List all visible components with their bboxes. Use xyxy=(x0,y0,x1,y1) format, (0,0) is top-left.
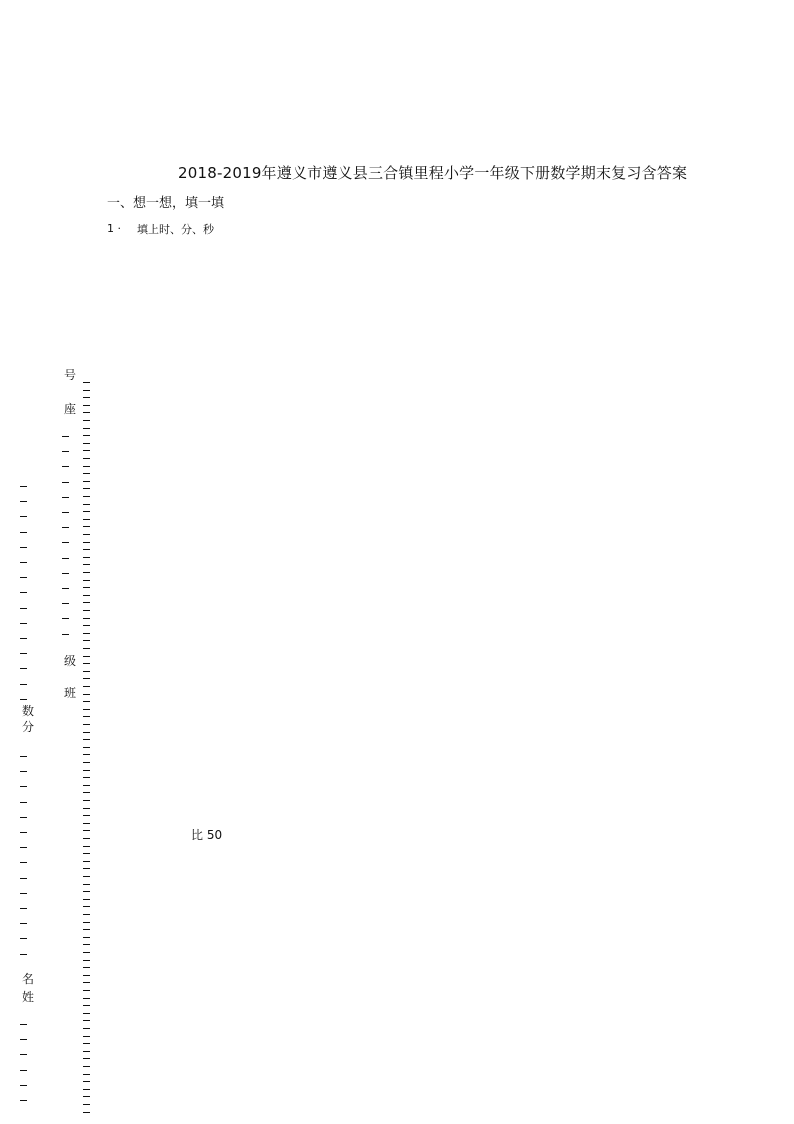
binding-dash xyxy=(83,397,90,398)
binding-dash xyxy=(83,785,90,786)
binding-dash xyxy=(83,716,90,717)
binding-dash xyxy=(20,653,27,654)
binding-dash xyxy=(20,1054,27,1055)
binding-dash xyxy=(83,542,90,543)
binding-dash xyxy=(83,435,90,436)
binding-dash xyxy=(83,762,90,763)
binding-dash xyxy=(20,786,27,787)
binding-dash xyxy=(62,451,69,452)
binding-dash xyxy=(83,382,90,383)
binding-dash xyxy=(83,450,90,451)
binding-dash xyxy=(83,534,90,535)
binding-dash xyxy=(83,678,90,679)
binding-dash xyxy=(83,625,90,626)
binding-dash xyxy=(83,412,90,413)
binding-dash xyxy=(62,497,69,498)
note-text: 比 50 xyxy=(191,828,223,842)
binding-dash xyxy=(83,1005,90,1006)
binding-dash xyxy=(83,739,90,740)
binding-dash xyxy=(20,878,27,879)
binding-dash xyxy=(83,526,90,527)
binding-dash xyxy=(83,922,90,923)
binding-dash xyxy=(83,466,90,467)
binding-dash xyxy=(83,960,90,961)
score-label-2: 分 xyxy=(22,720,35,734)
binding-dash xyxy=(20,923,27,924)
binding-dash xyxy=(20,832,27,833)
binding-dash xyxy=(62,558,69,559)
binding-dash xyxy=(83,504,90,505)
binding-dash xyxy=(83,580,90,581)
binding-dash xyxy=(83,640,90,641)
binding-dash xyxy=(83,1051,90,1052)
binding-dash xyxy=(20,802,27,803)
binding-dash xyxy=(83,519,90,520)
binding-dash xyxy=(83,390,90,391)
binding-dash xyxy=(62,573,69,574)
binding-dash xyxy=(20,562,27,563)
binding-dash xyxy=(20,1024,27,1025)
binding-dash xyxy=(83,1081,90,1082)
binding-dash xyxy=(20,501,27,502)
binding-dash xyxy=(83,405,90,406)
binding-dash xyxy=(20,817,27,818)
binding-dash xyxy=(20,756,27,757)
binding-dash xyxy=(83,633,90,634)
binding-dash xyxy=(83,496,90,497)
binding-dash xyxy=(20,577,27,578)
binding-dash xyxy=(83,595,90,596)
section-heading: 一、想一想，填一填 xyxy=(107,196,225,211)
class-label-2: 班 xyxy=(64,686,77,700)
binding-dash xyxy=(83,1013,90,1014)
binding-dash xyxy=(20,592,27,593)
binding-dash xyxy=(20,1100,27,1101)
binding-dash xyxy=(83,686,90,687)
binding-dash xyxy=(83,656,90,657)
score-label-1: 数 xyxy=(22,704,35,718)
binding-dash xyxy=(83,754,90,755)
binding-dash xyxy=(62,466,69,467)
binding-dash xyxy=(83,1020,90,1021)
binding-dash xyxy=(83,1096,90,1097)
binding-dash xyxy=(83,648,90,649)
binding-dash xyxy=(83,663,90,664)
binding-dash xyxy=(83,846,90,847)
binding-dash xyxy=(83,671,90,672)
seat-label-2: 座 xyxy=(64,402,77,416)
binding-dash xyxy=(83,1112,90,1113)
binding-dash xyxy=(20,862,27,863)
binding-dash xyxy=(83,473,90,474)
binding-dash xyxy=(83,724,90,725)
binding-dash xyxy=(83,982,90,983)
binding-dash xyxy=(83,488,90,489)
binding-dash xyxy=(83,815,90,816)
binding-dash xyxy=(20,486,27,487)
binding-dash xyxy=(20,771,27,772)
binding-dash xyxy=(20,699,27,700)
binding-dash xyxy=(20,532,27,533)
binding-dash xyxy=(62,634,69,635)
binding-dash xyxy=(20,638,27,639)
binding-dash xyxy=(20,893,27,894)
binding-dash xyxy=(20,847,27,848)
binding-dash xyxy=(83,1058,90,1059)
binding-dash xyxy=(83,853,90,854)
binding-dash xyxy=(83,937,90,938)
binding-dash xyxy=(83,1028,90,1029)
binding-dash xyxy=(62,482,69,483)
binding-dash xyxy=(83,823,90,824)
binding-dash xyxy=(20,516,27,517)
binding-dash xyxy=(20,684,27,685)
binding-dash xyxy=(83,944,90,945)
binding-dash xyxy=(83,709,90,710)
binding-dash xyxy=(83,998,90,999)
binding-dash xyxy=(83,990,90,991)
binding-dash xyxy=(83,808,90,809)
binding-dash xyxy=(83,838,90,839)
binding-dash xyxy=(83,906,90,907)
binding-dash xyxy=(62,618,69,619)
document-title: 2018-2019年遵义市遵义县三合镇里程小学一年级下册数学期末复习含答案 xyxy=(178,164,688,182)
binding-dash xyxy=(83,830,90,831)
binding-dash xyxy=(83,587,90,588)
binding-dash xyxy=(83,481,90,482)
class-label-1: 级 xyxy=(64,654,77,668)
binding-dash xyxy=(83,618,90,619)
binding-dash xyxy=(83,975,90,976)
binding-dash xyxy=(83,694,90,695)
binding-dash xyxy=(83,549,90,550)
binding-dash xyxy=(83,602,90,603)
binding-dash xyxy=(83,876,90,877)
binding-dash xyxy=(83,800,90,801)
binding-dash xyxy=(83,564,90,565)
binding-dash xyxy=(20,1070,27,1071)
binding-dash xyxy=(83,732,90,733)
binding-dash xyxy=(62,542,69,543)
name-label-1: 名 xyxy=(22,972,35,986)
binding-dash xyxy=(83,861,90,862)
binding-dash xyxy=(20,1039,27,1040)
binding-dash xyxy=(83,914,90,915)
binding-dash xyxy=(20,547,27,548)
binding-dash xyxy=(20,1085,27,1086)
binding-dash xyxy=(83,1104,90,1105)
question-number: 1 · xyxy=(107,222,121,235)
binding-dash xyxy=(83,1036,90,1037)
binding-dash xyxy=(83,747,90,748)
binding-dash xyxy=(83,770,90,771)
binding-dash xyxy=(83,1043,90,1044)
binding-dash xyxy=(20,668,27,669)
binding-dash xyxy=(83,572,90,573)
binding-dash xyxy=(83,511,90,512)
binding-dash xyxy=(62,512,69,513)
binding-dash xyxy=(83,884,90,885)
binding-dash xyxy=(83,610,90,611)
binding-dash xyxy=(20,908,27,909)
name-label-2: 姓 xyxy=(22,990,35,1004)
binding-dash xyxy=(83,443,90,444)
binding-dash xyxy=(83,899,90,900)
binding-dash xyxy=(62,588,69,589)
binding-dash xyxy=(83,458,90,459)
binding-dash xyxy=(83,557,90,558)
binding-dash xyxy=(83,952,90,953)
binding-dash xyxy=(62,436,69,437)
binding-dash xyxy=(62,527,69,528)
binding-dash xyxy=(83,428,90,429)
binding-dash xyxy=(20,608,27,609)
binding-dash xyxy=(83,420,90,421)
binding-dash xyxy=(83,868,90,869)
binding-dash xyxy=(83,891,90,892)
binding-dash xyxy=(83,1074,90,1075)
binding-dash xyxy=(20,954,27,955)
binding-dash xyxy=(83,929,90,930)
question-text: 填上时、分、秒 xyxy=(137,223,214,236)
binding-dash xyxy=(83,792,90,793)
binding-dash xyxy=(83,967,90,968)
binding-dash xyxy=(83,1066,90,1067)
seat-label-1: 号 xyxy=(64,368,77,382)
binding-dash xyxy=(20,623,27,624)
binding-dash xyxy=(83,777,90,778)
binding-dash xyxy=(62,603,69,604)
binding-dash xyxy=(83,1089,90,1090)
binding-dash xyxy=(83,701,90,702)
binding-dash xyxy=(20,938,27,939)
